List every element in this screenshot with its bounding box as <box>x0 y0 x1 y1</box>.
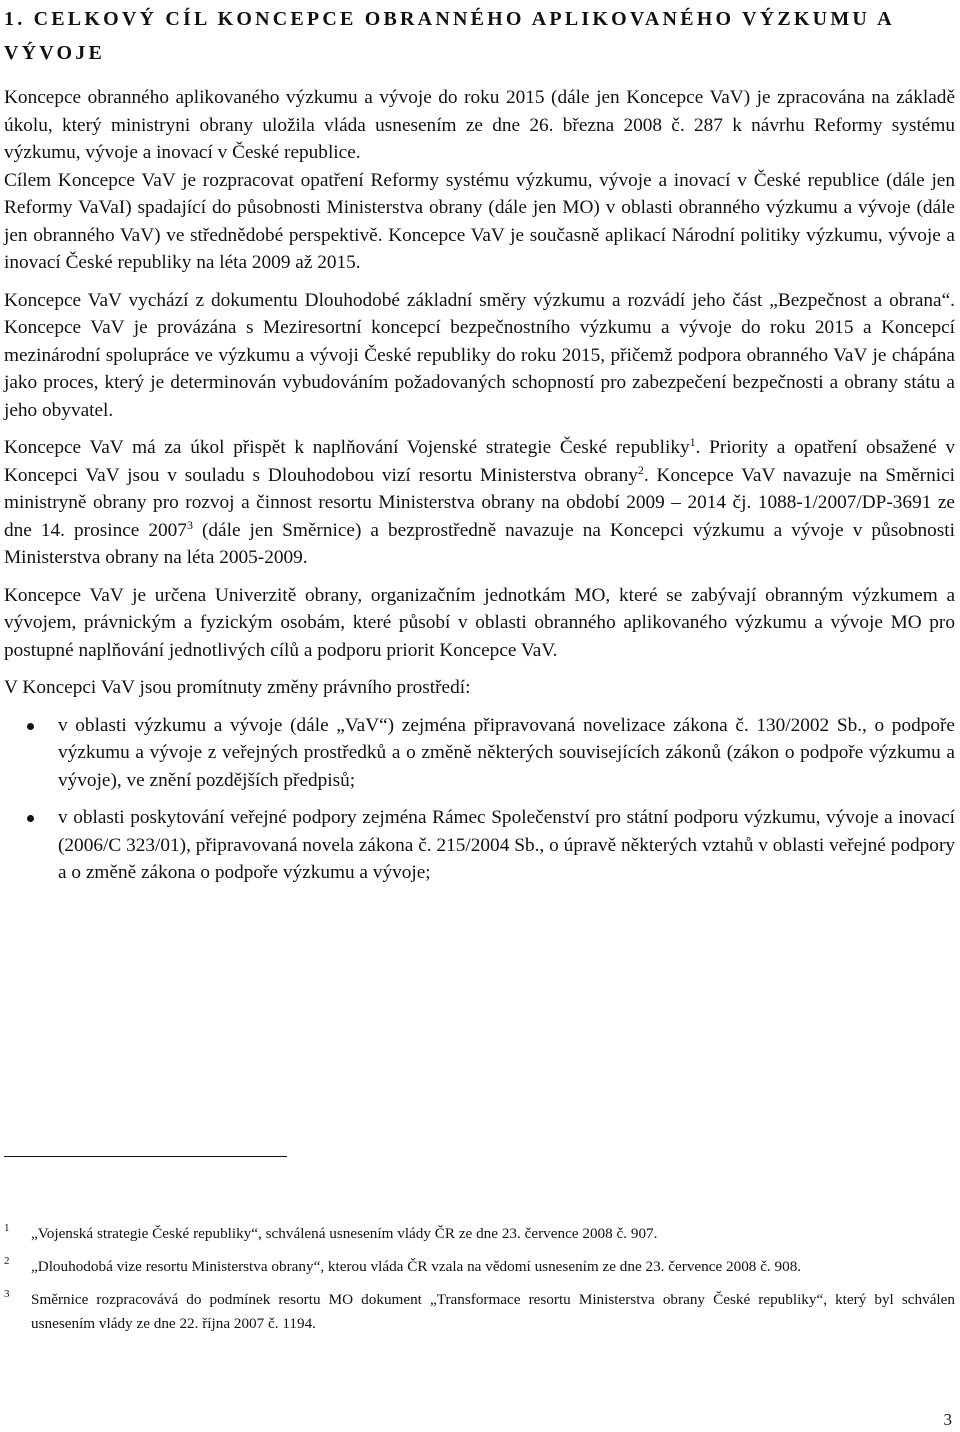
paragraph-6: V Koncepci VaV jsou promítnuty změny právního prostředí: <box>4 677 471 698</box>
footnote-ref-3[interactable]: 3 <box>186 517 193 532</box>
footnote-text: „Vojenská strategie České republiky“, schválená usnesením vlády ČR ze dne 23. července 2008 č. 907. <box>31 1225 658 1242</box>
footnote-text: Směrnice rozpracovává do podmínek resortu MO dokument „Transformace resortu Ministerstva obrany České republiky“, který byl schválen usnesením vlády ze dne 22. října 2007 č. 1194. <box>31 1291 955 1332</box>
list-item-text: v oblasti poskytování veřejné podpory zejména Rámec Společenství pro státní podporu výzkumu, vývoje a inovací (2006/C 323/01), připravovaná novela zákona č. 215/2004 Sb., o úpravě některých vztahů v oblasti veřejné podpory a o změně zákona o podpoře výzkumu a vývoje; <box>58 807 955 883</box>
paragraph-4-part-c: . Koncepce VaV navazuje na Směrnici ministryně obrany pro rozvoj a činnost resortu Ministerstva obrany na období 2009 – 2014 čj. 1088-1/2007/DP-3691 ze dne 14. prosince 2007 <box>4 464 955 541</box>
list-item-text: v oblasti výzkumu a vývoje (dále „VaV“) zejména připravovaná novelizace zákona č. 130/2002 Sb., o podpoře výzkumu a vývoje z veřejných prostředků a o změně některých souvisejících zákonů (zákon o podpoře výzkumu a vývoje), ve znění pozdějších předpisů; <box>58 714 955 791</box>
footnote-2 <box>4 1255 955 1279</box>
footnote-ref-2[interactable]: 2 <box>637 462 644 477</box>
section-heading <box>4 2 954 70</box>
paragraph-1: Koncepce obranného aplikovaného výzkumu a vývoje do roku 2015 (dále jen Koncepce VaV) je zpracována na základě úkolu, který ministryni obrany uložila vláda usnesením ze dne 26. března 2008 č. 287 k návrhu Reformy systému výzkumu, vývoje a inovací v České republice. <box>4 87 955 163</box>
footnote-3 <box>4 1288 955 1336</box>
paragraph-4 <box>4 434 955 572</box>
paragraph-4-part-a: Koncepce VaV má za úkol přispět k naplňování Vojenské strategie České republiky <box>4 437 690 458</box>
footnote-text: „Dlouhodobá vize resortu Ministerstva obrany“, kterou vláda ČR vzala na vědomí usnesením ze dne 23. července 2008 č. 908. <box>31 1258 802 1275</box>
footnote-separator <box>4 1156 287 1157</box>
footnote-ref-1[interactable]: 1 <box>689 435 696 449</box>
bullet-icon <box>27 723 34 730</box>
footnote-number: 1 <box>4 1222 10 1234</box>
list-item <box>4 804 955 887</box>
paragraph-5: Koncepce VaV je určena Univerzitě obrany, organizačním jednotkám MO, které se zabývají obranným výzkumem a vývojem, právnickým a fyzickým osobám, které působí v oblasti obranného aplikovaného výzkumu a vývoje MO pro postupné naplňování jednotlivých cílů a podporu priorit Koncepce VaV. <box>4 584 955 661</box>
paragraph-4-part-d: (dále jen Směrnice) a bezprostředně navazuje na Koncepci výzkumu a vývoje v působnosti Ministerstva obrany na léta 2005-2009. <box>4 519 955 568</box>
footnote-1 <box>4 1222 955 1246</box>
main-text <box>4 84 955 897</box>
bullet-icon <box>27 815 34 822</box>
list-item <box>4 712 955 795</box>
paragraph-2: Cílem Koncepce VaV je rozpracovat opatření Reformy systému výzkumu, vývoje a inovací v České republice (dále jen Reformy VaVaI) spadající do působnosti Ministerstva obrany (dále jen MO) v oblasti obranného výzkumu a vývoje (dále jen obranného VaV) ve střednědobé perspektivě. Koncepce VaV je současně aplikací Národní politiky výzkumu, vývoje a inovací České republiky na léta 2009 až 2015. <box>4 169 955 273</box>
page-number: 3 <box>943 1410 952 1429</box>
paragraph-3: Koncepce VaV vychází z dokumentu Dlouhodobé základní směry výzkumu a rozvádí jeho část „Bezpečnost a obrana“. Koncepce VaV je provázána s Meziresortní koncepcí bezpečnostního výzkumu a vývoje do roku 2015 a Koncepcí mezinárodní spolupráce ve výzkumu a vývoji České republiky do roku 2015, přičemž podpora obranného VaV je chápána jako proces, který je determinován vybudováním požadovaných schopností pro zabezpečení bezpečnosti a obrany státu a jeho obyvatel. <box>4 289 955 421</box>
paragraph-4-part-b: . Priority a opatření obsažené v Koncepci VaV jsou v souladu s Dlouhodobou vizí resortu Ministerstva obrany <box>4 437 955 486</box>
footnote-number: 2 <box>4 1255 10 1267</box>
footnote-number: 3 <box>4 1288 10 1300</box>
footnotes <box>4 1222 955 1345</box>
section-number: 1. <box>4 8 26 30</box>
section-title: CELKOVÝ CÍL KONCEPCE OBRANNÉHO APLIKOVANÉHO VÝZKUMU A VÝVOJE <box>4 8 894 64</box>
legal-changes-list <box>4 712 955 887</box>
